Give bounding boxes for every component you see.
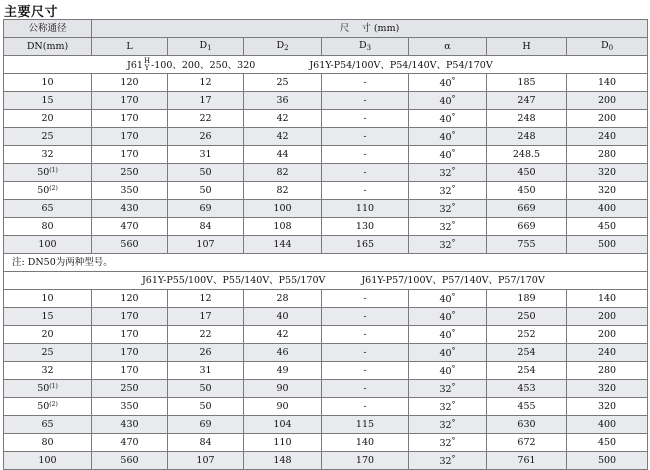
table-row	[4, 200, 648, 218]
cell-D2: 40	[244, 308, 322, 326]
cell-D0: 140	[567, 290, 648, 308]
cell-L: 170	[92, 128, 168, 146]
cell-L: 170	[92, 110, 168, 128]
cell-L: 170	[92, 362, 168, 380]
cell-H: 669	[487, 200, 567, 218]
cell-D2: 104	[244, 416, 322, 434]
cell-D2: 148	[244, 452, 322, 470]
cell-L: 470	[92, 218, 168, 236]
cell-a: 32°	[409, 416, 487, 434]
cell-H: 185	[487, 74, 567, 92]
cell-dn: 32	[4, 146, 92, 164]
cell-H: 254	[487, 362, 567, 380]
cell-a: 40°	[409, 362, 487, 380]
cell-H: 189	[487, 290, 567, 308]
section2-right: J61Y-P57/100V、P57/140V、P57/170V	[361, 274, 545, 286]
cell-D1: 50	[168, 164, 244, 182]
cell-D1: 69	[168, 416, 244, 434]
cell-D1: 26	[168, 128, 244, 146]
cell-D2: 28	[244, 290, 322, 308]
cell-L: 350	[92, 182, 168, 200]
cell-D1: 69	[168, 200, 244, 218]
cell-a: 40°	[409, 146, 487, 164]
cell-a: 40°	[409, 344, 487, 362]
cell-L: 170	[92, 344, 168, 362]
cell-L: 120	[92, 74, 168, 92]
dims-label: 尺 寸 (mm)	[92, 20, 648, 38]
table-row	[4, 380, 648, 398]
cell-L: 430	[92, 200, 168, 218]
cell-dn: 10	[4, 74, 92, 92]
note-row	[4, 254, 648, 272]
cell-D0: 200	[567, 308, 648, 326]
cell-L: 470	[92, 434, 168, 452]
cell-dn: 50$^{(2)}$	[4, 398, 92, 416]
cell-dn: 15	[4, 92, 92, 110]
table-row	[4, 344, 648, 362]
cell-D3: 110	[322, 200, 409, 218]
cell-H: 630	[487, 416, 567, 434]
cell-D1: 50	[168, 398, 244, 416]
table-row	[4, 362, 648, 380]
cell-H: 254	[487, 344, 567, 362]
cell-D0: 200	[567, 92, 648, 110]
table-row	[4, 236, 648, 254]
table-row	[4, 146, 648, 164]
cell-a: 32°	[409, 236, 487, 254]
cell-D0: 500	[567, 452, 648, 470]
cell-a: 32°	[409, 452, 487, 470]
cell-D0: 140	[567, 74, 648, 92]
cell-L: 560	[92, 236, 168, 254]
table-row	[4, 434, 648, 452]
cell-L: 430	[92, 416, 168, 434]
table-row	[4, 182, 648, 200]
cell-a: 40°	[409, 128, 487, 146]
cell-a: 32°	[409, 398, 487, 416]
cell-dn: 20	[4, 326, 92, 344]
cell-L: 170	[92, 326, 168, 344]
col-D1: $D_1$	[168, 38, 244, 56]
cell-D0: 320	[567, 182, 648, 200]
cell-D1: 84	[168, 434, 244, 452]
section1-row	[4, 56, 648, 74]
cell-H: 450	[487, 182, 567, 200]
cell-D1: 107	[168, 236, 244, 254]
table-row	[4, 326, 648, 344]
cell-D2: 108	[244, 218, 322, 236]
cell-D2: 90	[244, 380, 322, 398]
cell-dn: 65	[4, 416, 92, 434]
cell-dn: 80	[4, 218, 92, 236]
header-row-2	[4, 38, 648, 56]
cell-dn: 80	[4, 434, 92, 452]
cell-D3: 130	[322, 218, 409, 236]
section2-left: J61Y-P55/100V、P55/140V、P55/170V	[142, 274, 326, 286]
cell-D3: -	[322, 362, 409, 380]
table-row	[4, 110, 648, 128]
table-row	[4, 218, 648, 236]
cell-D1: 12	[168, 290, 244, 308]
cell-H: 248	[487, 128, 567, 146]
cell-L: 170	[92, 308, 168, 326]
cell-D2: 100	[244, 200, 322, 218]
cell-H: 672	[487, 434, 567, 452]
cell-a: 32°	[409, 434, 487, 452]
cell-a: 40°	[409, 308, 487, 326]
cell-D0: 280	[567, 362, 648, 380]
cell-dn: 25	[4, 344, 92, 362]
cell-D0: 450	[567, 218, 648, 236]
cell-dn: 25	[4, 128, 92, 146]
cell-L: 120	[92, 290, 168, 308]
cell-D2: 36	[244, 92, 322, 110]
cell-dn: 100	[4, 236, 92, 254]
cell-D3: -	[322, 146, 409, 164]
cell-H: 453	[487, 380, 567, 398]
cell-D2: 110	[244, 434, 322, 452]
cell-D3: -	[322, 92, 409, 110]
table-row	[4, 398, 648, 416]
cell-a: 40°	[409, 110, 487, 128]
cell-D2: 44	[244, 146, 322, 164]
section2-row	[4, 272, 648, 290]
table-row	[4, 74, 648, 92]
col-H: H	[487, 38, 567, 56]
col-L: L	[92, 38, 168, 56]
cell-D0: 240	[567, 128, 648, 146]
cell-a: 40°	[409, 92, 487, 110]
table-row	[4, 290, 648, 308]
cell-D3: 165	[322, 236, 409, 254]
cell-D2: 46	[244, 344, 322, 362]
cell-a: 32°	[409, 200, 487, 218]
cell-dn: 50$^{(1)}$	[4, 380, 92, 398]
cell-D0: 320	[567, 380, 648, 398]
cell-dn: 50$^{(2)}$	[4, 182, 92, 200]
cell-a: 40°	[409, 74, 487, 92]
cell-D3: -	[322, 326, 409, 344]
page-title: 主要尺寸	[4, 5, 59, 20]
cell-dn: 100	[4, 452, 92, 470]
cell-H: 248	[487, 110, 567, 128]
col-alpha: α	[409, 38, 487, 56]
cell-D2: 82	[244, 164, 322, 182]
nominal-label: 公称通径	[4, 20, 92, 38]
cell-D3: -	[322, 182, 409, 200]
cell-D2: 25	[244, 74, 322, 92]
cell-H: 252	[487, 326, 567, 344]
cell-D1: 22	[168, 326, 244, 344]
cell-L: 560	[92, 452, 168, 470]
cell-L: 350	[92, 398, 168, 416]
cell-H: 250	[487, 308, 567, 326]
cell-a: 40°	[409, 290, 487, 308]
cell-D1: 50	[168, 380, 244, 398]
cell-D2: 42	[244, 128, 322, 146]
col-D2: $D_2$	[244, 38, 322, 56]
table-row	[4, 416, 648, 434]
cell-D2: 90	[244, 398, 322, 416]
cell-D1: 17	[168, 92, 244, 110]
col-D3: $D_3$	[322, 38, 409, 56]
cell-a: 32°	[409, 218, 487, 236]
cell-D3: -	[322, 164, 409, 182]
cell-H: 669	[487, 218, 567, 236]
note-text: 注: DN50为两种型号。	[4, 254, 648, 272]
cell-D3: 170	[322, 452, 409, 470]
cell-D1: 17	[168, 308, 244, 326]
cell-D1: 26	[168, 344, 244, 362]
cell-D3: -	[322, 380, 409, 398]
cell-H: 755	[487, 236, 567, 254]
table-row	[4, 308, 648, 326]
cell-H: 455	[487, 398, 567, 416]
cell-D0: 400	[567, 416, 648, 434]
table-row	[4, 92, 648, 110]
cell-dn: 50$^{(1)}$	[4, 164, 92, 182]
cell-dn: 65	[4, 200, 92, 218]
cell-L: 250	[92, 164, 168, 182]
table-row	[4, 452, 648, 470]
cell-D0: 200	[567, 326, 648, 344]
section1-left: J61H Y -100、200、250、320	[127, 56, 256, 72]
cell-D0: 240	[567, 344, 648, 362]
cell-a: 32°	[409, 380, 487, 398]
cell-dn: 15	[4, 308, 92, 326]
col-D0: $D_0$	[567, 38, 648, 56]
cell-D2: 144	[244, 236, 322, 254]
cell-D1: 31	[168, 146, 244, 164]
cell-dn: 20	[4, 110, 92, 128]
cell-H: 450	[487, 164, 567, 182]
cell-D3: 140	[322, 434, 409, 452]
cell-D3: -	[322, 308, 409, 326]
cell-D3: -	[322, 344, 409, 362]
header-row-1	[4, 20, 648, 38]
cell-H: 248.5	[487, 146, 567, 164]
cell-D0: 320	[567, 398, 648, 416]
cell-D0: 200	[567, 110, 648, 128]
cell-dn: 32	[4, 362, 92, 380]
cell-dn: 10	[4, 290, 92, 308]
cell-D3: -	[322, 74, 409, 92]
cell-D2: 82	[244, 182, 322, 200]
cell-L: 250	[92, 380, 168, 398]
table-row	[4, 128, 648, 146]
cell-D0: 500	[567, 236, 648, 254]
cell-D3: -	[322, 128, 409, 146]
cell-D1: 50	[168, 182, 244, 200]
cell-H: 761	[487, 452, 567, 470]
nominal-unit: DN(mm)	[4, 38, 92, 56]
cell-D1: 12	[168, 74, 244, 92]
cell-D3: 115	[322, 416, 409, 434]
cell-D2: 42	[244, 326, 322, 344]
cell-D3: -	[322, 110, 409, 128]
cell-D1: 22	[168, 110, 244, 128]
cell-D2: 42	[244, 110, 322, 128]
cell-D0: 400	[567, 200, 648, 218]
cell-a: 32°	[409, 182, 487, 200]
dimensions-table	[3, 19, 648, 470]
cell-a: 40°	[409, 326, 487, 344]
cell-a: 32°	[409, 164, 487, 182]
cell-D1: 84	[168, 218, 244, 236]
table-row	[4, 164, 648, 182]
cell-D3: -	[322, 290, 409, 308]
cell-D0: 320	[567, 164, 648, 182]
cell-H: 247	[487, 92, 567, 110]
cell-D3: -	[322, 398, 409, 416]
cell-D0: 280	[567, 146, 648, 164]
cell-D1: 31	[168, 362, 244, 380]
cell-D0: 450	[567, 434, 648, 452]
cell-D1: 107	[168, 452, 244, 470]
section1-right: J61Y-P54/100V、P54/140V、P54/170V	[309, 59, 493, 71]
cell-L: 170	[92, 146, 168, 164]
cell-L: 170	[92, 92, 168, 110]
cell-D2: 49	[244, 362, 322, 380]
